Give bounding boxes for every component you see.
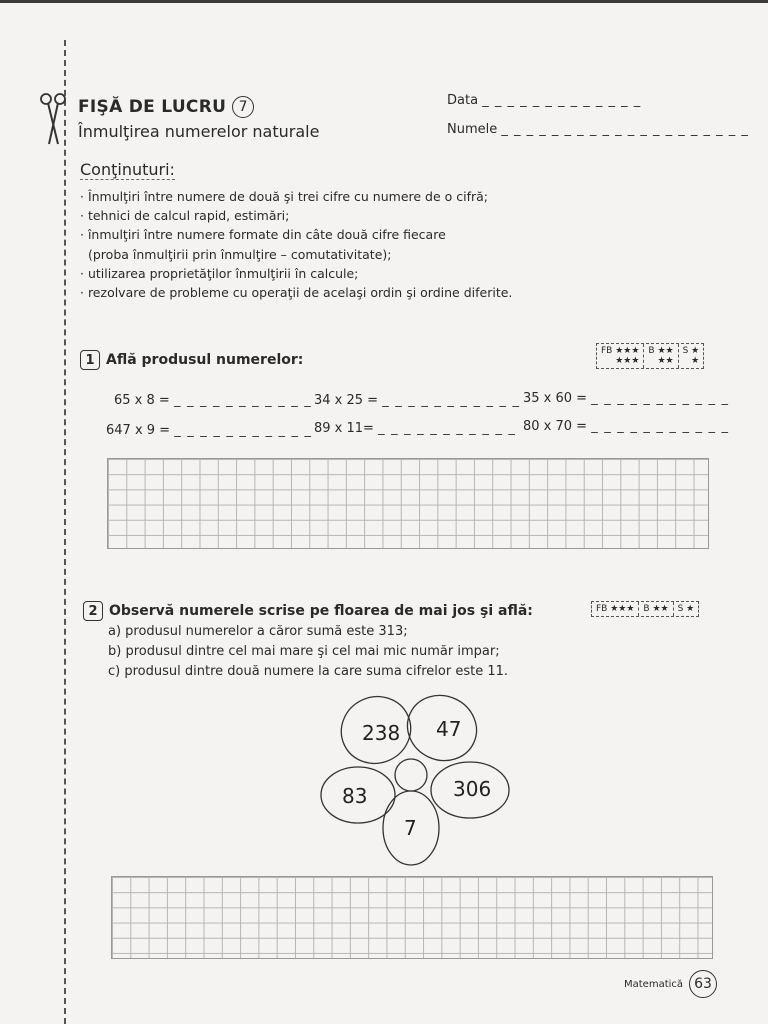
equation-left: 35 x 60 = xyxy=(523,391,588,406)
equation-left: 647 x 9 = xyxy=(106,423,171,438)
exercise2-heading xyxy=(83,601,533,621)
name-field[interactable] xyxy=(447,122,749,137)
exercise1-number: 1 xyxy=(80,350,100,370)
exercise2-text: Observă numerele scrise pe floarea de mai jos şi află: xyxy=(109,603,533,619)
subject-label: Matematică xyxy=(624,978,684,990)
petal-number: 47 xyxy=(436,717,462,741)
badge-fb: FB ★★★ ★★★ xyxy=(597,344,644,368)
answer-blank: _ _ _ _ _ _ _ _ _ _ _ xyxy=(591,419,730,434)
exercise2-number: 2 xyxy=(83,601,103,621)
answer-blank: _ _ _ _ _ _ _ _ _ _ _ xyxy=(382,393,521,408)
badge-b: B ★★ ★★ xyxy=(644,344,678,368)
exercise1-text: Află produsul numerelor: xyxy=(106,352,304,368)
list-item: · utilizarea proprietăţilor înmulţirii în calcule; xyxy=(80,265,359,281)
petal-number: 306 xyxy=(453,777,492,801)
name-blank: _ _ _ _ _ _ _ _ _ _ _ _ _ _ _ _ _ _ _ _ xyxy=(501,122,749,137)
flower-diagram xyxy=(318,690,512,866)
page-subtitle: Înmulţirea numerelor naturale xyxy=(78,122,320,141)
page-title xyxy=(78,96,254,118)
list-item: · înmulţiri între numere formate din câte două cifre fiecare xyxy=(80,227,446,243)
equation-left: 89 x 11= xyxy=(314,421,374,436)
title-number: 7 xyxy=(232,96,254,118)
equation-left: 65 x 8 = xyxy=(114,393,170,408)
badge-s: S ★ xyxy=(677,604,695,614)
equation-left: 34 x 25 = xyxy=(314,393,379,408)
list-item: · rezolvare de probleme cu operaţii de acelaşi ordin şi ordine diferite. xyxy=(80,285,513,301)
page-number: 63 xyxy=(689,970,717,998)
badge-s: S ★ ★ xyxy=(682,346,700,366)
date-label: Data xyxy=(447,93,479,108)
title-text: FIŞĂ DE LUCRU xyxy=(78,97,227,117)
equation-row[interactable] xyxy=(114,393,312,408)
list-item: · tehnici de calcul rapid, estimări; xyxy=(80,208,290,224)
flower-center xyxy=(395,759,427,791)
list-item: · Înmulţiri între numere de două şi trei cifre cu numere de o cifră; xyxy=(80,189,489,204)
difficulty-badge xyxy=(591,601,699,617)
list-item: b) produsul dintre cel mai mare şi cel mai mic număr impar; xyxy=(108,644,500,659)
date-blank: _ _ _ _ _ _ _ _ _ _ _ _ _ xyxy=(482,93,642,108)
equation-row[interactable] xyxy=(523,391,729,406)
page-footer xyxy=(624,970,717,998)
equation-left: 80 x 70 = xyxy=(523,419,588,434)
list-item: (proba înmulţirii prin înmulţire – comutativitate); xyxy=(88,246,392,262)
badge-fb: FB ★★★ xyxy=(592,602,639,616)
cut-line xyxy=(64,40,66,1024)
petal-number: 83 xyxy=(342,784,368,808)
equation-row[interactable] xyxy=(314,393,520,408)
exercise2-items xyxy=(108,622,508,682)
answer-blank: _ _ _ _ _ _ _ _ _ _ _ xyxy=(173,393,312,408)
equation-row[interactable] xyxy=(314,421,516,436)
contents-list xyxy=(80,187,512,302)
contents-heading: Conţinuturi: xyxy=(80,160,175,179)
scissors-icon xyxy=(38,90,68,148)
answer-blank: _ _ _ _ _ _ _ _ _ _ _ xyxy=(174,423,313,438)
petal-number: 238 xyxy=(362,721,401,745)
exercise1-heading xyxy=(80,350,303,370)
work-grid[interactable] xyxy=(111,876,713,959)
list-item: a) produsul numerelor a căror sumă este 313; xyxy=(108,624,408,639)
petal-number: 7 xyxy=(404,816,417,840)
date-field[interactable] xyxy=(447,93,641,108)
badge-b: B ★★ xyxy=(639,602,673,616)
difficulty-badge xyxy=(596,343,704,369)
list-item: c) produsul dintre două numere la care suma cifrelor este 11. xyxy=(108,664,509,679)
equation-row[interactable] xyxy=(106,423,312,438)
equation-row[interactable] xyxy=(523,419,729,434)
name-label: Numele xyxy=(447,122,498,137)
top-edge xyxy=(0,0,768,3)
work-grid[interactable] xyxy=(107,458,709,549)
answer-blank: _ _ _ _ _ _ _ _ _ _ _ xyxy=(591,391,730,406)
answer-blank: _ _ _ _ _ _ _ _ _ _ _ xyxy=(378,421,517,436)
